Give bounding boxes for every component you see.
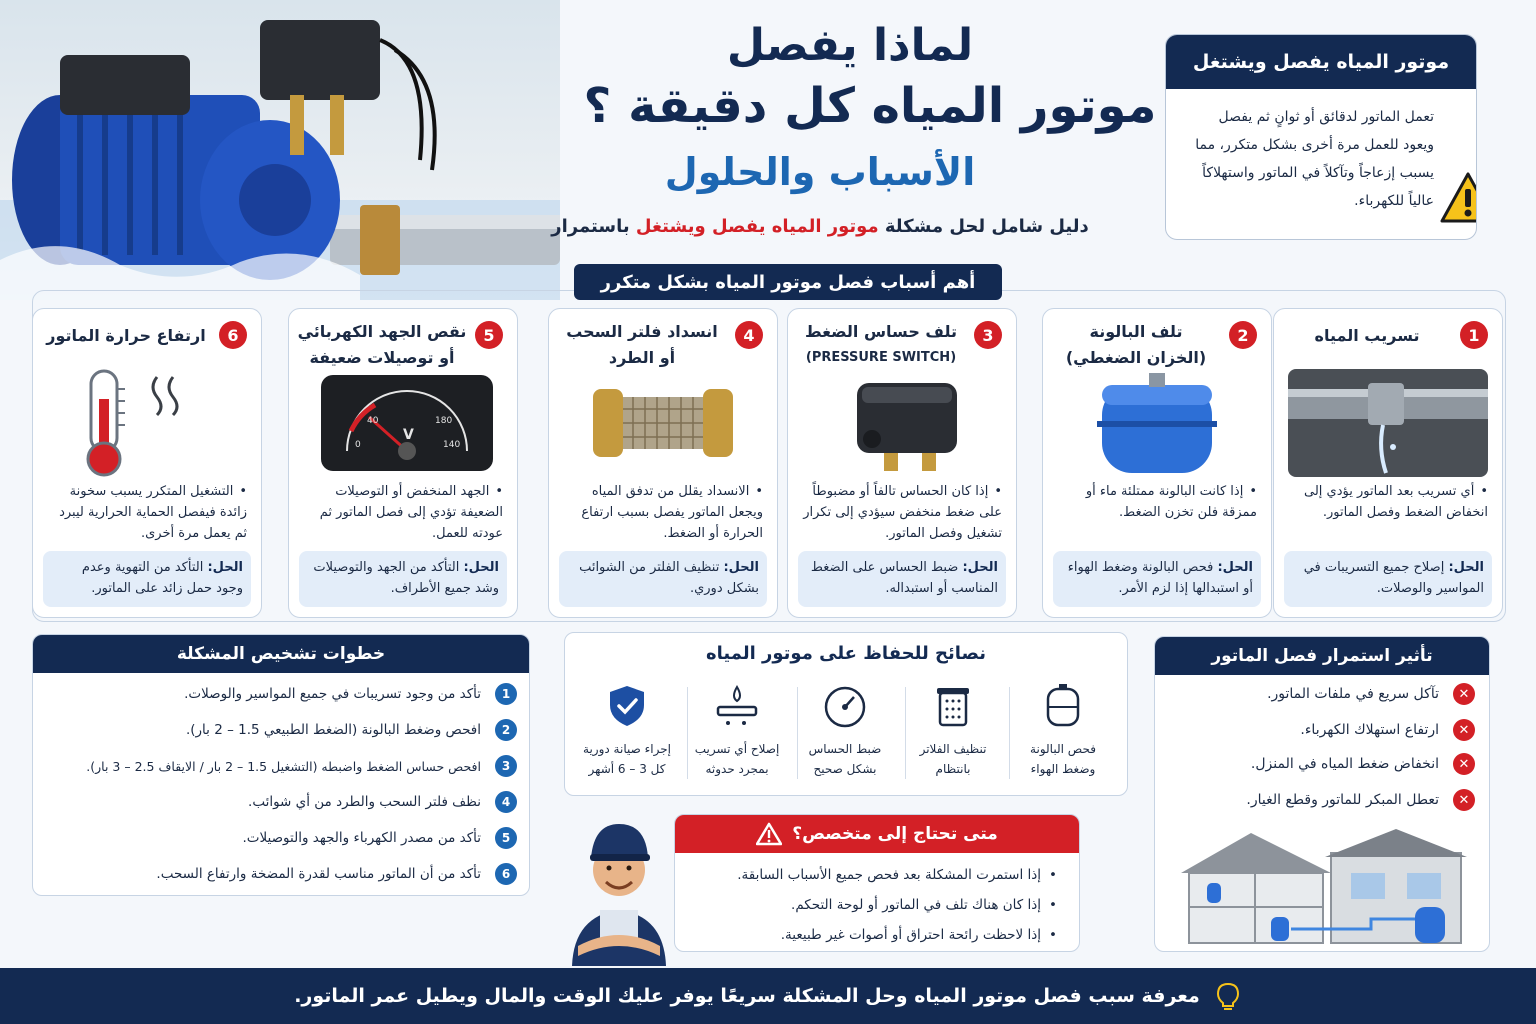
card-title: ارتفاع حرارة الماتور: [46, 326, 206, 345]
page-title-line-1: لماذا يفصل: [726, 20, 974, 71]
card-description: • إذا كانت البالونة ممتلئة ماء أو ممزقة فلن تخزن الضغط.: [1055, 481, 1257, 523]
impact-text: تآكل سريع في ملفات الماتور.: [1267, 686, 1439, 702]
x-icon: ✕: [1453, 719, 1475, 741]
impact-item: [1175, 681, 1475, 707]
impact-text: انخفاض ضغط المياه في المنزل.: [1250, 756, 1439, 772]
tip-label-line-2: بانتظام: [935, 762, 971, 776]
pressure-tank-image: [1057, 369, 1257, 477]
step-text: تأكد من وجود تسريبات في جميع المواسير والوصلات.: [184, 686, 481, 702]
impact-title: تأثير استمرار فصل الماتور: [1155, 637, 1489, 675]
tip-item: [1009, 683, 1117, 783]
solution-text: ضبط الحساس على الضغط المناسب أو استبداله.: [810, 560, 998, 596]
impact-text: تعطل المبكر للماتور وقطع الغيار.: [1246, 792, 1439, 808]
tip-label-line-2: بمجرد حدوثه: [705, 762, 769, 776]
tip-item: [791, 683, 899, 783]
tip-item: [573, 683, 681, 783]
shield-check-icon: [604, 683, 650, 729]
card-title: [557, 319, 727, 371]
gauge-tick-40: 40: [367, 416, 379, 426]
card-description: • أي تسريب بعد الماتور يؤدي إلى انخفاض الضغط وفصل الماتور.: [1286, 481, 1488, 523]
card-title-sub: أو توصيلات ضعيفة: [309, 348, 455, 367]
card-title-main: انسداد فلتر السحب: [566, 322, 718, 341]
card-solution: [559, 551, 767, 607]
card-solution: [1053, 551, 1261, 607]
card-description: • التشغيل المتكرر يسبب سخونة زائدة فيفصل الحماية الحرارية ليبرد ثم يعمل مرة أخرى.: [45, 481, 247, 544]
step-number: 5: [495, 827, 517, 849]
step-item: [47, 861, 517, 887]
page-subtitle: [540, 216, 1100, 237]
impact-box: [1154, 636, 1490, 952]
warning-icon: [756, 822, 782, 846]
thermometer-icon: [47, 369, 247, 477]
impact-text: ارتفاع استهلاك الكهرباء.: [1300, 722, 1439, 738]
step-text: افحص وضغط البالونة (الضغط الطبيعي 1.5 – 2 بار).: [185, 722, 481, 738]
subtitle-before: دليل شامل لحل مشكلة: [884, 216, 1089, 237]
step-text: تأكد من مصدر الكهرباء والجهد والتوصيلات.: [242, 830, 481, 846]
tip-label-line-1: ضبط الحساس: [808, 742, 882, 756]
cause-card-leak: [1273, 308, 1503, 618]
solution-text: إصلاح جميع التسريبات في المواسير والوصلات.: [1303, 560, 1484, 596]
footer-bar: [0, 968, 1536, 1024]
solution-label: الحل:: [962, 560, 998, 575]
house-illustration: [1171, 823, 1475, 947]
steps-title: خطوات تشخيص المشكلة: [33, 635, 529, 673]
step-item: [47, 681, 517, 707]
solution-text: فحص البالونة وضغط الهواء أو استبدالها إذا لزم الأمر.: [1067, 560, 1253, 596]
specialist-item: • إذا كان هناك تلف في الماتور أو لوحة التحكم.: [697, 897, 1057, 913]
step-item: [47, 717, 517, 743]
tip-item: [899, 683, 1007, 783]
info-box-text: تعمل الماتور لدقائق أو ثوانٍ ثم يفصل ويعود للعمل مرة أخرى بشكل متكرر، مما يسبب إزعاجاً وتآكلاً في الماتور واستهلاكاً عالياً للكهرباء.: [1195, 109, 1434, 209]
card-number: 1: [1460, 321, 1488, 349]
warning-icon: [1440, 171, 1477, 225]
solution-text: تنظيف الفلتر من الشوائب بشكل دوري.: [579, 560, 759, 596]
page-title-line-3: الأسباب والحلول: [664, 150, 976, 194]
causes-banner: أهم أسباب فصل موتور المياه بشكل متكرر: [574, 264, 1002, 300]
water-pump-illustration: [0, 0, 560, 300]
tip-label-line-1: إجراء صيانة دورية: [583, 742, 671, 756]
impact-item: [1175, 751, 1475, 777]
step-item: [47, 825, 517, 851]
card-description: • الانسداد يقلل من تدفق المياه ويجعل الماتور يفصل بسبب ارتفاع الحرارة أو الضغط.: [561, 481, 763, 544]
tips-title: نصائح للحفاظ على موتور المياه: [706, 643, 986, 664]
tip-divider: [1009, 687, 1010, 779]
gauge-tick-180: 180: [435, 416, 453, 426]
card-title-sub: أو الطرد: [608, 348, 676, 367]
card-title-main: نقص الجهد الكهربائي: [297, 322, 467, 341]
tank-icon: [1040, 683, 1086, 729]
subtitle-after: باستمرار: [551, 216, 630, 237]
solution-text: التأكد من التهوية وعدم وجود حمل زائد على الماتور.: [81, 560, 243, 596]
card-title-sub: (الخزان الضغطي): [1065, 348, 1207, 367]
card-solution: [43, 551, 251, 607]
step-number: 3: [495, 755, 517, 777]
card-description: • الجهد المنخفض أو التوصيلات الضعيفة تؤدي إلى فصل الماتور ثم عودته للعمل.: [301, 481, 503, 544]
tip-label-line-1: فحص البالونة: [1030, 742, 1096, 756]
step-number: 6: [495, 863, 517, 885]
card-number: 6: [219, 321, 247, 349]
cause-card-overheat: [32, 308, 262, 618]
card-number: 5: [475, 321, 503, 349]
pressure-switch-image: [802, 369, 1002, 477]
x-icon: ✕: [1453, 753, 1475, 775]
card-title: تسريب المياه: [1314, 326, 1420, 345]
cause-card-pressure-tank: [1042, 308, 1272, 618]
leak-icon: [714, 683, 760, 729]
step-number: 2: [495, 719, 517, 741]
gauge-unit: V: [403, 427, 414, 443]
info-box-title: موتور المياه يفصل ويشتغل: [1166, 35, 1476, 89]
impact-item: [1175, 717, 1475, 743]
card-solution: [1284, 551, 1492, 607]
card-number: 2: [1229, 321, 1257, 349]
tip-label-line-2: بشكل صحيح: [813, 762, 877, 776]
step-text: نظف فلتر السحب والطرد من أي شوائب.: [248, 794, 481, 810]
solution-label: الحل:: [1217, 560, 1253, 575]
step-number: 4: [495, 791, 517, 813]
diagnosis-steps-box: [32, 634, 530, 896]
lightbulb-icon: [1214, 981, 1242, 1011]
step-item: [47, 789, 517, 815]
step-number: 1: [495, 683, 517, 705]
cause-card-filter: [548, 308, 778, 618]
gauge-icon: [822, 683, 868, 729]
card-solution: [798, 551, 1006, 607]
specialist-box: [674, 814, 1080, 952]
tip-divider: [687, 687, 688, 779]
specialist-item: • إذا استمرت المشكلة بعد فحص جميع الأسباب السابقة.: [697, 867, 1057, 883]
card-title-main: تلف حساس الضغط: [804, 322, 958, 341]
impact-item: [1175, 787, 1475, 813]
info-box: [1165, 34, 1477, 240]
gauge-tick-0: 0: [355, 440, 361, 450]
solution-label: الحل:: [207, 560, 243, 575]
specialist-header: [675, 815, 1079, 853]
card-number: 4: [735, 321, 763, 349]
x-icon: ✕: [1453, 683, 1475, 705]
tip-divider: [797, 687, 798, 779]
solution-label: الحل:: [463, 560, 499, 575]
tip-item: [683, 683, 791, 783]
maintenance-tips-box: [564, 632, 1128, 796]
tip-label-line-1: إصلاح أي تسريب: [694, 742, 780, 756]
leaking-pipe-image: [1288, 369, 1488, 477]
solution-label: الحل:: [723, 560, 759, 575]
solution-label: الحل:: [1448, 560, 1484, 575]
filter-icon: [930, 683, 976, 729]
cause-card-voltage: [288, 308, 518, 618]
page-title-line-2: موتور المياه كل دقيقة ؟: [583, 78, 1157, 134]
step-text: تأكد من أن الماتور مناسب لقدرة المضخة وارتفاع السحب.: [156, 866, 481, 882]
step-text: افحص حساس الضغط واضبطه (التشغيل 1.5 – 2 بار / الايقاف 2.5 – 3 بار).: [86, 758, 481, 774]
card-number: 3: [974, 321, 1002, 349]
solution-text: التأكد من الجهد والتوصيلات وشد جميع الأطراف.: [313, 560, 499, 596]
tip-label-line-2: وضغط الهواء: [1030, 762, 1096, 776]
footer-text: معرفة سبب فصل موتور المياه وحل المشكلة سريعًا يوفر عليك الوقت والمال ويطيل عمر الماتور.: [294, 985, 1200, 1007]
card-description: • إذا كان الحساس تالفاً أو مضبوطاً على ضغط منخفض سيؤدي إلى تكرار تشغيل وفصل الماتور.: [800, 481, 1002, 544]
cause-card-pressure-switch: [787, 308, 1017, 618]
voltmeter-image: [319, 369, 495, 477]
subtitle-highlight: موتور المياه يفصل ويشتغل: [635, 216, 879, 237]
card-title: [1051, 319, 1221, 371]
tip-label-line-1: تنظيف الفلاتر: [919, 742, 987, 756]
filter-image: [563, 369, 763, 477]
card-title-main: تلف البالونة: [1089, 322, 1183, 341]
step-item: [47, 753, 517, 779]
x-icon: ✕: [1453, 789, 1475, 811]
card-title: [297, 319, 467, 371]
card-title-sub: (PRESSURE SWITCH): [805, 350, 957, 365]
hero-image: [0, 0, 560, 300]
specialist-title: متى تحتاج إلى متخصص؟: [792, 824, 998, 844]
tip-label-line-2: كل 3 – 6 أشهر: [588, 762, 666, 776]
card-solution: [299, 551, 507, 607]
specialist-item: • إذا لاحظت رائحة احتراق أو أصوات غير طبيعية.: [697, 927, 1057, 943]
card-title: [796, 319, 966, 371]
tip-divider: [905, 687, 906, 779]
gauge-tick-140: 140: [443, 440, 461, 450]
technician-illustration: [564, 806, 674, 966]
